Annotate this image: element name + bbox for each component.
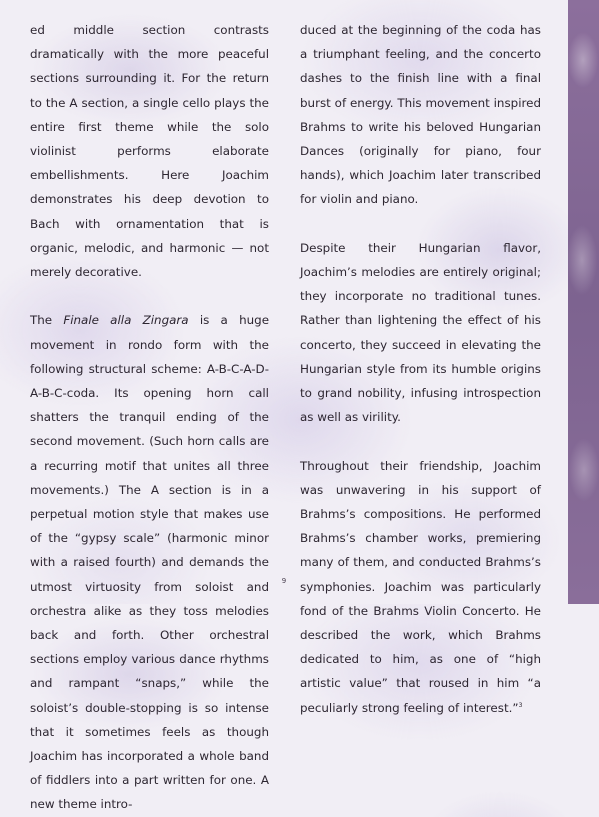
left-paragraph-2-lead: The xyxy=(30,313,64,328)
right-paragraph-1: duced at the beginning of the coda has a triumphant feeling, and the concerto dashes to the finish line with a final burst of energy. This movement inspired Brahms to write his beloved Hungarian Dances (originally for piano, four hands), which Joachim later transcribed for violin and piano. xyxy=(300,23,541,207)
page-number: 9 xyxy=(281,577,287,585)
left-paragraph-1: ed middle section contrasts dramatically with the more peaceful sections surrounding it. For the return to the A section, a single cello plays the entire first theme while the solo violinist performs elaborate embellishments. Here Joachim demonstrates his deep devotion to Bach with ornamentation that is organic, melodic, and harmonic — not merely decorative. xyxy=(30,23,269,280)
left-paragraph-2 xyxy=(30,308,269,816)
right-paragraph-3-text: Throughout their friendship, Joachim was unwavering in his support of Brahms’s compositions. He performed Brahms’s chamber works, premiering many of them, and conducted Brahms’s symphonies. Joachim was particularly fond of the Brahms Violin Concerto. He described the work, which Brahms dedicated to him, as one of “high artistic value” that roused in him “a peculiarly strong feeling of interest.” xyxy=(300,458,541,715)
right-paragraph-2: Despite their Hungarian flavor, Joachim’s melodies are entirely original; they incorporate no traditional tunes. Rather than lightening the effect of his concerto, they succeed in elevating the Hungarian style from its humble origins to grand nobility, infusing introspection as well as virility. xyxy=(300,240,541,425)
right-paragraph-3 xyxy=(300,454,541,720)
right-column xyxy=(300,18,541,720)
decorative-side-band xyxy=(568,0,599,604)
footnote-marker: 3 xyxy=(518,701,523,709)
movement-title: Finale alla Zingara xyxy=(63,313,189,328)
left-column xyxy=(30,18,269,817)
left-paragraph-2-body: is a huge movement in rondo form with the following structural scheme: A-B-C-A-D-A-B-C-coda. Its opening horn call shatters the tranquil ending of the second movement. (Such horn calls are a recurring motif that unites all three movements.) The A section is in a perpetual motion style that makes use of the “gypsy scale” (harmonic minor with a raised fourth) and demands the utmost virtuosity from soloist and orchestra alike as they toss melodies back and forth. Other orchestral sections employ various dance rhythms and rampant “snaps,” while the soloist’s double-stopping is so intense that it sometimes feels as though Joachim has incorporated a whole band of fiddlers into a part written for one. A new theme intro- xyxy=(30,313,270,812)
